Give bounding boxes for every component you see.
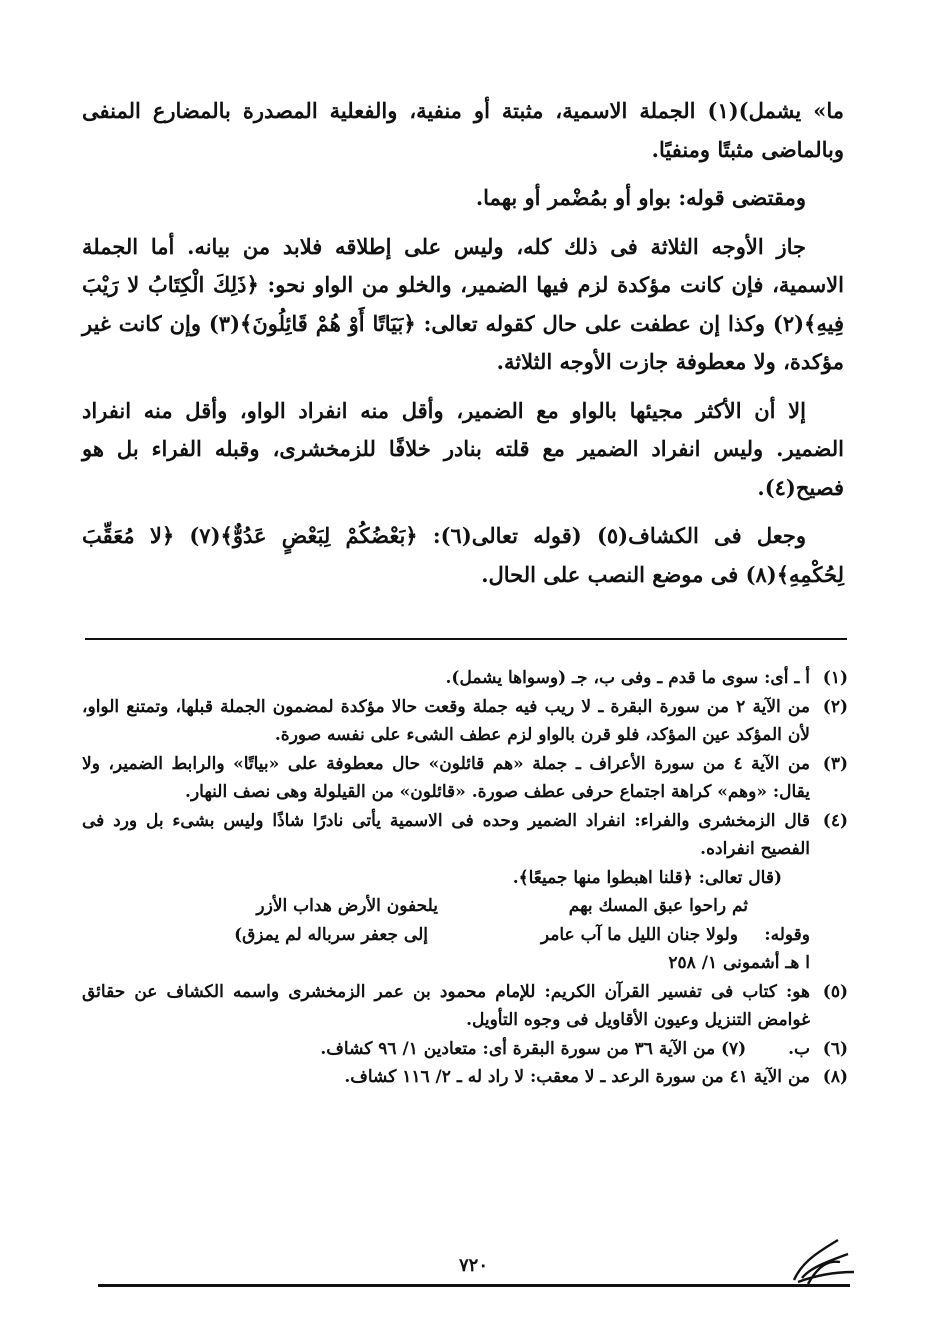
footnote-text: قال الزمخشرى والفراء: انفراد الضمير وحده فى الاسمية يأتى نادرًا شاذًا وليس بشىء بل ورد فى الفصيح انفراده. bbox=[82, 810, 810, 859]
paragraph-4: إلا أن الأكثر مجيئها بالواو مع الضمير، وأقل منه انفراد الواو، وأقل منه انفراد الضمير. وليس انفراد الضمير مع قلته بنادر خلافًا للزمخشرى، وقبله الفراء بل هو فصيح(٤). bbox=[82, 397, 844, 500]
verse-lead: وقوله: bbox=[764, 924, 810, 945]
footnote-text: ب. bbox=[788, 1038, 810, 1059]
footnote-6-7 bbox=[82, 1035, 848, 1064]
footnote-separator bbox=[85, 638, 847, 640]
footnote-number: (٦) bbox=[822, 1038, 848, 1059]
verse-hemistich: ولولا جنان الليل ما آب عامر bbox=[540, 924, 738, 945]
footnote-number: (٥) bbox=[822, 981, 848, 1002]
paragraph-1: ما» يشمل)(١) الجملة الاسمية، مثبتة أو منفية، والفعلية المصدرة بالمضارع المنفى وبالماضى مثبتًا ومنفيًا. bbox=[82, 98, 845, 162]
main-text bbox=[82, 92, 844, 604]
verse-hemistich: ثم راحوا عبق المسك بهم bbox=[568, 896, 748, 916]
footnote-number: (٢) bbox=[822, 696, 848, 717]
footnote-text: هو: كتاب فى تفسير القرآن الكريم: للإمام محمود بن عمر الزمخشرى واسمه الكشاف عن حقائق غوامض التنزيل وعيون الأقاويل فى وجوه التأويل. bbox=[82, 981, 810, 1030]
footnote-text: من الآية ٢ من سورة البقرة ـ لا ريب فيه جملة وقعت حالا مؤكدة لمضمون الجملة قبلها، وتمتنع الواو، لأن المؤكد عين المؤكد، فلو قرن بالواو لزم عطف الشىء على نفسه صورة. bbox=[82, 696, 810, 745]
signature-mark-icon bbox=[788, 1232, 860, 1290]
footnote-4-source: ا هـ أشمونى ١/ ٢٥٨ bbox=[668, 953, 810, 973]
footnote-5 bbox=[82, 978, 848, 1035]
footnote-text: أ ـ أى: سوى ما قدم ـ وفى ب، جـ (وسواها يشمل). bbox=[445, 668, 810, 688]
footnote-4 bbox=[82, 807, 848, 864]
footnotes bbox=[82, 664, 848, 1092]
paragraph-2: ومقتضى قوله: بواو أو بمُضْمر أو بهما. bbox=[475, 185, 806, 210]
footnote-4-quote: (قال تعالى: ﴿قلنا اهبطوا منها جميعًا﴾. bbox=[512, 867, 782, 888]
footnote-text: من الآية ٣٦ من سورة البقرة أى: متعادين ١/ ٩٦ كشاف. bbox=[320, 1038, 716, 1059]
verse-hemistich: إلى جعفر سرباله لم يمزق) bbox=[234, 924, 428, 945]
paragraph-3: جاز الأوجه الثلاثة فى ذلك كله، وليس على إطلاقه فلابد من بيانه. أما الجملة الاسمية، فإن كانت مؤكدة لزم فيها الضمير، والخلو من الواو نحو: ﴿ذَلِكَ الْكِتَابُ لا رَيْبَ فِيهِ﴾(٢) وكذا إن عطفت على حال كقوله تعالى: ﴿بَيَاتًا أَوْ هُمْ قَائِلُونَ﴾(٣) وإن كانت غير مؤكدة، ولا معطوفة جازت الأوجه الثلاثة. bbox=[82, 233, 844, 374]
footnote-number: (٣) bbox=[822, 753, 848, 774]
verse-hemistich: يلحفون الأرض هداب الأزر bbox=[256, 896, 438, 916]
bottom-rule bbox=[98, 1284, 850, 1287]
footnote-text: من الآية ٤١ من سورة الرعد ـ لا معقب: لا راد له ـ ٢/ ١١٦ كشاف. bbox=[344, 1067, 810, 1087]
footnote-number: (٤) bbox=[822, 810, 848, 831]
page-number: ٧٢٠ bbox=[458, 1255, 488, 1276]
footnote-8 bbox=[82, 1063, 848, 1092]
footnote-2 bbox=[82, 693, 848, 750]
footnote-number: (١) bbox=[822, 668, 848, 688]
footnote-text: من الآية ٤ من سورة الأعراف ـ جملة «هم قائلون» حال معطوفة على «بياتًا» والرابط الضمير، ولا يقال: «وهم» كراهة اجتماع حرفى عطف صورة. «قائلون» من القيلولة وهى نصف النهار. bbox=[82, 753, 810, 802]
poem-verse-1 bbox=[82, 892, 848, 921]
footnote-number: (٧) bbox=[720, 1038, 747, 1059]
paragraph-5: وجعل فى الكشاف(٥) (قوله تعالى(٦): ﴿بَعْضُكُمْ لِبَعْضٍ عَدُوٌّ﴾(٧) ﴿لا مُعَقِّبَ لِحُكْمِهِ﴾(٨) فى موضع النصب على الحال. bbox=[82, 523, 844, 587]
footnote-3 bbox=[82, 750, 848, 807]
footnote-number: (٨) bbox=[822, 1067, 848, 1087]
footnote-1 bbox=[82, 664, 848, 693]
poem-verse-2 bbox=[82, 921, 848, 950]
